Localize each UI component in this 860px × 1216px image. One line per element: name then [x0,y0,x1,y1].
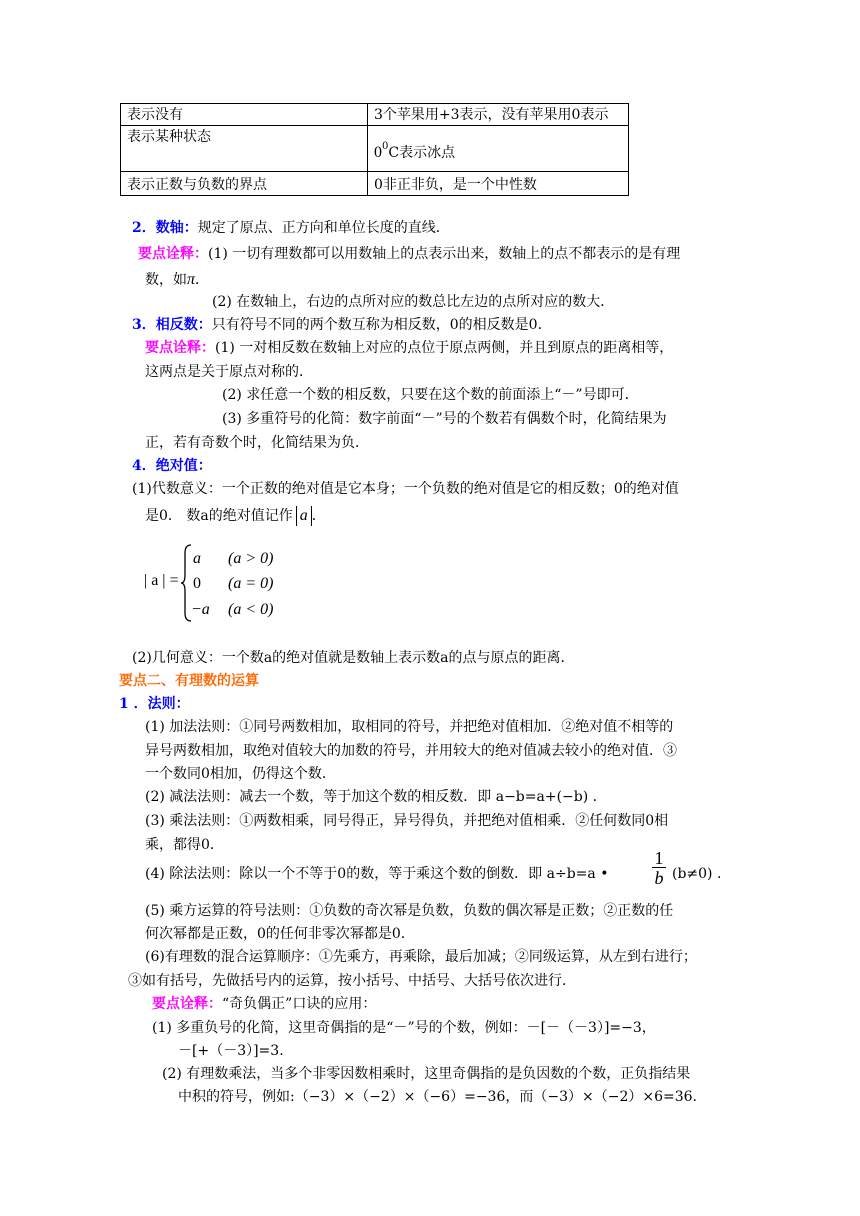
rule-text: (b≠0) ． [672,866,731,882]
note-line: 中积的符号，例如:（−3）×（−2）×（−6）=−36，而（−3）×（−2）×6=36. [178,1089,698,1105]
rule-line: (5) 乘方运算的符号法则：①负数的奇次幂是负数，负数的偶次幂是正数；②正数的任 [145,903,674,919]
cell-superscript: 0 [382,140,389,152]
section-title: 法则： [147,696,190,712]
rule-line: (3) 乘法法则：①两数相乘，同号得正，异号得负，并把绝对值相乘．②任何数同0相 [145,813,669,829]
note-line: (1) 多重负号的化简，这里奇偶指的是“－”号的个数，例如：－[－（－3）]=−3， [152,1020,656,1036]
section-num: 2． [132,220,156,236]
table-cell: 表示某种状态 [121,126,368,172]
rule-line: 何次幂都是正数，0的任何非零次幂都是0． [145,926,415,942]
part-heading: 要点二、有理数的运算 [119,673,259,689]
table-cell: 表示正数与负数的界点 [121,172,368,196]
case-value: −a [191,601,210,618]
case-condition: (a = 0) [228,575,274,592]
note-line: (2) 求任意一个数的相反数，只要在这个数的前面添上“－”号即可． [222,387,639,403]
rule-line: (1) 加法法则：①同号两数相加，取相同的符号，并把绝对值相加．②绝对值不相等的 [145,719,674,735]
note-label: 要点诠释： [145,340,215,356]
section-title: 数轴： [155,220,198,236]
section-absolute-value [132,458,212,475]
rule-line: 一个数同0相加，仍得这个数． [145,766,336,782]
cell-text: C表示冰点 [388,144,456,161]
case-value: a [193,550,201,567]
note-line: (3) 多重符号的化简：数字前面“－”号的个数若有偶数个时，化简结果为 [222,411,667,427]
table-row [121,172,629,196]
rule-line: ③如有括号，先做括号内的运算，按小括号、中括号、大括号依次进行． [128,973,576,989]
section-title: 相反数： [155,317,212,333]
rule-line: (2) 减法法则：减去一个数，等于加这个数的相反数．即 a−b=a+(−b) ． [145,789,607,805]
case-condition: (a < 0) [228,601,274,618]
section-text: 只有符号不同的两个数互称为相反数，0的相反数是0． [211,317,552,333]
paragraph-text: ． [311,508,326,524]
note-line [145,340,673,357]
note-text: ． [195,272,210,288]
note-line: (2) 在数轴上，右边的点所对应的数总比左边的点所对应的数大． [212,294,615,310]
note-text: (1) 一切有理数都可以用数轴上的点表示出来，数轴上的点不都表示的是有理 [208,246,681,262]
formula-lhs: | a | = [144,572,179,589]
rule-line: 乘，都得0． [145,837,224,853]
abs-notation [296,506,312,526]
section-opposite [132,317,552,334]
abs-variable: a [299,507,308,524]
section-num: 4． [132,458,156,474]
cell-zero: 0 [374,143,382,161]
note-line: 正，若有奇数个时，化简结果为负． [145,435,369,451]
rule-text: (4) 除法法则：除以一个不等于0的数，等于乘这个数的倒数．即 a÷b=a • [145,866,609,882]
note-label: 要点诠释： [152,996,222,1012]
note-line [138,246,680,263]
paragraph-line: (2)几何意义：一个数a的绝对值就是数轴上表示数a的点与原点的距离． [132,650,575,666]
section-number-line [132,220,450,237]
section-num: 3． [132,317,156,333]
examples-table [120,103,629,196]
section-title: 绝对值： [155,458,212,474]
note-text: 数，如 [145,272,187,288]
table-cell: 0非正非负，是一个中性数 [368,172,629,196]
section-text: 规定了原点、正方向和单位长度的直线． [197,220,450,236]
fraction-numerator: 1 [654,848,664,868]
table-cell: 表示没有 [121,104,368,126]
paragraph-line: (1)代数意义：一个正数的绝对值是它本身；一个负数的绝对值是它的相反数；0的绝对值 [132,481,679,497]
rule-line: 异号两数相加，取绝对值较大的加数的符号，并用较大的绝对值减去较小的绝对值．③ [145,743,677,759]
note-text: “奇负偶正”口诀的应用： [222,996,377,1012]
paragraph-text: 是0． 数a的绝对值记作 [145,508,293,524]
note-line: －[+（－3）]=3. [178,1043,284,1059]
table-cell [368,126,629,172]
note-line: 这两点是关于原点对称的． [145,364,313,380]
rules-heading [119,696,190,713]
pi-symbol: π [187,271,196,288]
case-condition: (a > 0) [228,550,274,567]
note-line [152,996,376,1013]
rule-line [145,866,608,883]
table-row [121,104,629,126]
note-label: 要点诠释： [138,246,208,262]
note-text: (1) 一对相反数在数轴上对应的点位于原点两侧，并且到原点的距离相等， [215,340,674,356]
fraction [652,849,666,888]
section-num: 1 ． [119,696,148,712]
table-cell: 3个苹果用+3表示，没有苹果用0表示 [368,104,629,126]
note-line [145,270,209,289]
table-row [121,126,629,172]
note-line: (2) 有理数乘法，当多个非零因数相乘时，这里奇偶指的是负因数的个数，正负指结果 [162,1066,691,1082]
rule-line: (6)有理数的混合运算顺序：①先乘方，再乘除，最后加减；②同级运算，从左到右进行； [145,949,697,965]
paragraph-line [145,506,326,526]
fraction-denominator: b [654,868,664,888]
case-value: 0 [193,575,201,592]
